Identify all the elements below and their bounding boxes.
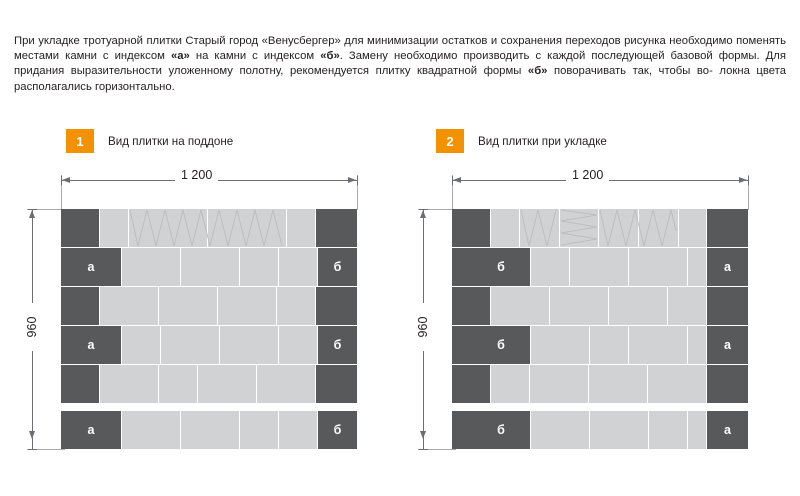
panel-2-header	[436, 129, 607, 153]
tile2-row5-5	[648, 365, 706, 403]
tile-row5-2	[100, 365, 158, 403]
tile2-row6-6	[688, 411, 706, 449]
tile-row5-1	[61, 365, 99, 403]
intro-line-4: локна цвета располагались горизонтально.	[14, 65, 787, 93]
tile-row4-2	[122, 326, 160, 364]
panel-1-header	[66, 129, 233, 153]
panel-2-title: Вид плитки при укладке	[478, 134, 607, 148]
tile2-row6-3	[531, 411, 589, 449]
tile-row6-6	[318, 411, 357, 449]
tile-row2-1	[61, 248, 121, 286]
tile-row2-6	[318, 248, 357, 286]
tile2-row2-5	[629, 248, 687, 286]
tile2-row2-2	[472, 248, 530, 286]
tile-row4-6	[318, 326, 357, 364]
tile-row3-4	[218, 287, 276, 325]
width-label-2: 1 200	[566, 168, 609, 182]
fiber-zigzag-1	[129, 209, 287, 247]
height-tick-bottom-1	[28, 449, 37, 450]
width-tick-right-2	[748, 176, 749, 185]
tile-row4-5	[279, 326, 317, 364]
tile-row4-3	[161, 326, 219, 364]
tile-label-b-3: б	[333, 423, 342, 437]
tile-row2-2	[122, 248, 180, 286]
width-arrow-right-2	[739, 177, 747, 183]
tile2-row3-4	[609, 287, 667, 325]
panel-1-title: Вид плитки на поддоне	[108, 134, 234, 148]
tile2-row4-4	[590, 326, 628, 364]
tile-row4-1	[61, 326, 121, 364]
tile-row2-4	[240, 248, 278, 286]
tile2-row3-1	[452, 287, 490, 325]
tile-row1-6	[316, 209, 357, 247]
tile-row2-3	[181, 248, 239, 286]
tile-label-a-2: а	[87, 338, 95, 352]
tile2-row1-8	[679, 209, 706, 247]
tile-row5-4	[198, 365, 256, 403]
tile2-row5-1	[452, 365, 490, 403]
height-arrow-bottom-1	[29, 431, 35, 439]
tile2-row4-3	[531, 326, 589, 364]
width-tick-right-1	[357, 176, 358, 185]
tile2-row3-3	[550, 287, 608, 325]
tile2-row5-4	[589, 365, 647, 403]
tile-row3-3	[159, 287, 217, 325]
tile2-row3-2	[491, 287, 549, 325]
tile-row4-4	[220, 326, 278, 364]
tile-row3-2	[100, 287, 158, 325]
intro-index-b2: «б»	[527, 65, 548, 78]
tile2-row2-3	[531, 248, 569, 286]
tile-row6-5	[279, 411, 317, 449]
panel-2-badge: 2	[436, 129, 464, 153]
tile-label-b-2: б	[333, 338, 342, 352]
fiber-zigzag-2c	[599, 209, 677, 247]
height-label-1: 960	[25, 303, 39, 351]
tile2-row2-4	[570, 248, 628, 286]
tile-row1-2	[100, 209, 128, 247]
tile-row6-2	[122, 411, 180, 449]
panel-1-badge: 1	[66, 129, 94, 153]
tile2-row5-6	[707, 365, 748, 403]
tile2-row6-7	[707, 411, 748, 449]
tile2-row4-7	[707, 326, 748, 364]
height-arrow-top-1	[29, 210, 35, 218]
tile2-row2-7	[688, 248, 706, 286]
tile2-label-a-1: а	[724, 260, 731, 274]
tile-row1-5	[287, 209, 315, 247]
intro-line-2a: поменять местами камни с индексом	[14, 35, 786, 63]
tile2-label-b-2: б	[497, 338, 505, 352]
tile2-row4-2	[472, 326, 530, 364]
tile2-row6-5	[649, 411, 687, 449]
tile-row3-1	[61, 287, 99, 325]
tile2-row3-5	[668, 287, 706, 325]
width-arrow-left-2	[453, 177, 461, 183]
tile2-label-a-2: а	[724, 338, 731, 352]
tile-row5-5	[257, 365, 315, 403]
tile-row3-6	[316, 287, 357, 325]
tile-row3-5	[277, 287, 315, 325]
tile2-label-b-3: б	[497, 423, 505, 437]
tile-row2-5	[279, 248, 317, 286]
tile2-row4-6	[688, 326, 706, 364]
height-tick-bottom-2	[419, 449, 428, 450]
intro-line-3c: поворачивать так, чтобы во-	[547, 65, 713, 78]
tile-row5-6	[316, 365, 357, 403]
height-arrow-top-2	[420, 210, 426, 218]
tile-row6-1	[61, 411, 121, 449]
tile2-row3-6	[707, 287, 748, 325]
intro-line-3a: формы. Для придания выразительности уложенному полотну, рекомендуется плитку квадратной формы	[14, 50, 786, 78]
intro-line-1: При укладке тротуарной плитки Старый город «Венусбергер» для минимизации остатков и сохранения переходов рисунка необходимо	[14, 35, 733, 47]
tile-label-b-1: б	[333, 260, 342, 274]
width-arrow-left-1	[62, 177, 70, 183]
fiber-zigzag-2b	[560, 209, 598, 247]
tile2-label-a-3: а	[724, 423, 731, 437]
fiber-zigzag-2a	[520, 209, 558, 247]
width-arrow-right-1	[348, 177, 356, 183]
intro-line-2e: . Замену необходимо производить с каждой последующей базовой	[339, 50, 713, 63]
tile2-row2-6	[707, 248, 748, 286]
tile-row5-3	[159, 365, 197, 403]
tile2-row5-2	[491, 365, 529, 403]
intro-line-2c: на камни с индексом	[189, 50, 321, 63]
tile2-label-b-1: б	[497, 260, 505, 274]
width-label-1: 1 200	[175, 168, 218, 182]
tile2-row5-3	[530, 365, 588, 403]
tile2-row1-1	[452, 209, 490, 247]
tile-row1-1	[61, 209, 99, 247]
tile2-row6-2	[472, 411, 530, 449]
intro-index-b: «б»	[320, 50, 340, 63]
height-label-2: 960	[416, 303, 430, 351]
tile2-row1-7	[707, 209, 748, 247]
intro-index-a: «а»	[170, 50, 190, 63]
intro-paragraph	[14, 34, 786, 95]
tile2-row6-4	[590, 411, 648, 449]
tile-row6-4	[240, 411, 278, 449]
tile-label-a-1: а	[87, 260, 95, 274]
tile-label-a-3: а	[87, 423, 95, 437]
tile2-row4-5	[629, 326, 687, 364]
tile2-row1-2	[491, 209, 519, 247]
height-arrow-bottom-2	[420, 431, 426, 439]
tile-row6-3	[181, 411, 239, 449]
